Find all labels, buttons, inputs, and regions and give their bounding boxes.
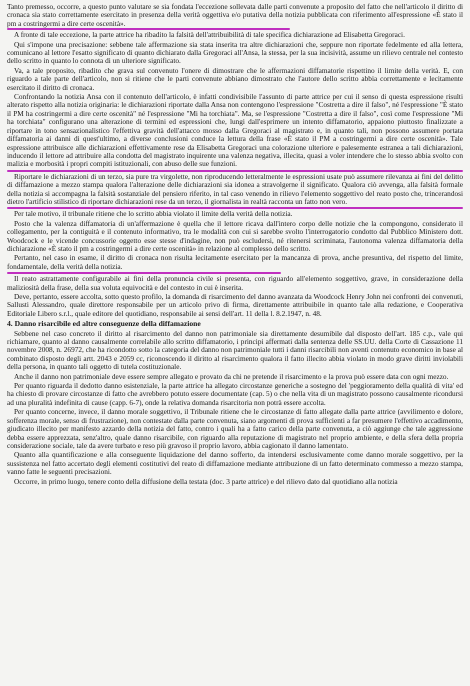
paragraph: Occorre, in primo luogo, tenere conto della diffusione della testata (doc. 3 parte attrice) e del rilievo dato dal quotidiano alla notizia <box>14 476 398 486</box>
paragraph: Per quanto riguarda il dedotto danno esistenziale, la parte attrice ha allegato circostanze generiche a sostegno del 'peggioramento della qualità di vita' ed ha chiesto di provare circostanze di fatto che avrebbero potuto essere documentate (cap. 5) o che nella vita di un magistrato possono causalmente ricondursi ad una pluralità indefinita di cause (capp. 6-7), onde la relativa domanda risarcitoria non potrà essere accolta. <box>7 381 463 407</box>
paragraph: Riportare le dichiarazioni di un terzo, sia pure tra virgolette, non riproducendo letteralmente le espressioni usate può assumere rilevanza ai fini del delitto di diffamazione a mezzo stampa qualora l'alterazione delle dichiarazioni sia idonea a stravolgerne il significato. Qualora ciò avvenga, alla falsità formale della notizia si accompagna la falsità sostanziale del pensiero riferito, in tal caso venendo in rilievo l'elemento soggettivo del reato posto che, trincerandosi dietro l'artificio stilistico di riportare dichiarazioni rese da un terzo, il giornalista in realtà racconta un fatto non vero. <box>7 171 463 206</box>
paragraph: Tanto premesso, occorre, a questo punto valutare se sia fondata l'eccezione sollevata dalle parti convenute a proposito del fatto che nell'articolo il diritto di cronaca sia stato correttamente esercitato in presenza della verità oggettiva e/o putativa della notizia pubblicata con riferimento all'espressione «È stato il pm a costringermi a dire certe oscenità». <box>7 2 463 28</box>
paragraph: Per tale motivo, il tribunale ritiene che lo scritto abbia violato il limite della verità della notizia. <box>14 209 293 219</box>
paragraph: Confrontando la notizia Ansa con il contenuto dell'articolo, è infatti condivisibile l'assunto di parte attrice per cui il senso di questa espressione risulti alterato rispetto alla notizia originaria: le dichiarazioni riportate dalla Ansa non contengono l'espressione "Costretta a dire il falso", né l'espressione "È stato il PM ha costringermi a dire certe oscenità" né l'espressione "Mi ha torchiata". Ma, se l'espressione "Costretta a dire il falso", così come l'espressione "Mi ha torchiata" configurano una alterazione di termini ed espressioni che, lungi dall'esprimere un intento diffamatorio, appaiono piuttosto finalizzate a riportare in tono sensazionalistico l'effettiva gravità dell'attacco mosso dalla Gregoraci al magistrato e, in quanto tali, non possono assumere portata diffamatoria ai danni di quest'ultimo, a diverse conclusioni conduce la lettura della frase «È stato il PM a costringermi a dire certe oscenità». Tale espressione attribuisce alle dichiarazioni effettivamente rese da Elisabetta Gregoraci una colorazione ulteriore e palesemente estranea a tali dichiarazioni, inducendo il lettore ad attribuire alla condotta del magistrato inquirente una valenza negativa, illecita, quasi a voler intendere che lo stesso abbia svolto con malizia e morbosità i propri compiti istituzionali, con abuso delle sue funzioni. <box>7 92 463 169</box>
paragraph: Anche il danno non patrimoniale deve essere sempre allegato e provato da chi ne pretende il risarcimento e la prova può essere data con ogni mezzo. <box>14 371 449 381</box>
paragraph: A fronte di tale eccezione, la parte attrice ha ribadito la falsità dell'attribuibilità di tale specifica dichiarazione ad Elisabetta Gregoraci. <box>14 30 405 40</box>
paragraph: Il reato astrattamente configurabile ai fini della pronuncia civile si presenta, con riguardo all'elemento soggettivo, grave, in considerazione della maliziosità della frase, della sua voluta equivocità e del contesto in cui è inserita. <box>7 274 463 292</box>
paragraph: Per quanto concerne, invece, il danno morale soggettivo, il Tribunale ritiene che le circostanze di fatto allegate dalla parte attrice (avvilimento e dolore, sofferenza morale, senso di frustrazione), non contestate dalla parte convenuta, siano argomenti di prova sufficienti a far presumere l'effettivo accadimento, giudicato illecito per manifesto azzardo della notizia del fatto, contro i quali ha a fatto carico della parte convenuta, a ciò aggiunge che tale aggressione debba essere apprezzata, senz'altro, quale danno risarcibile, con riguardo alla reputazione di magistrato nel proprio ambiente, e della sfera della propria considerazione sociale, tale da avere turbato e reso più gravoso il proprio lavoro, abbia cagionato il danno lamentato. <box>7 407 463 450</box>
paragraph: Quanto alla quantificazione e alla conseguente liquidazione del danno sofferto, da intendersi esclusivamente come danno morale soggettivo, per la sussistenza nel fatto accertato degli elementi costitutivi del reato di diffamazione mediante attribuzione di un fatto determinato commesso a mezzo stampa, vanno fatte le seguenti precisazioni. <box>7 450 463 477</box>
section-heading: 4. Danno risarcibile ed altre conseguenze della diffamazione <box>7 319 201 329</box>
paragraph: Va, a tale proposito, ribadito che grava sul convenuto l'onere di dimostrare che le affermazioni diffamatorie rispettino il limite della verità. E, con riguardo a tale parte dell'articolo, non si ritiene che le parti convenute abbiano dimostrato che l'autore dello scritto abbia correttamente e lecitamente esercitato il diritto di cronaca. <box>7 65 463 92</box>
paragraph: Qui s'impone una precisazione: sebbene tale affermazione sia stata inserita tra altre dichiarazioni che, seppure non riportate fedelmente ed alla lettera, comunicano al lettore l'esatto significato di quanto dichiarato dalla Gregoraci all'Ansa, la stessa, per la sua incisività, assume un rilievo centrale nel contesto dello scritto in quanto lo connota di un ulteriore significato. <box>7 39 463 66</box>
paragraph: Posto che la valenza diffamatoria di un'affermazione è quella che il lettore ricava dall'intero corpo delle notizie che la compongono, considerato il collegamento, per la contiguità e il contenuto informativo, tra le modalità con cui si sarebbe svolto l'interrogatorio condotto dal Pubblico Ministero dott. Woodcock e le vicende concussorie oggetto esse stesse d'indagine, non può escludersi, né ritenersi scriminata, l'autonoma valenza diffamatoria della dichiarazione «È stato il pm a costringermi a dire certe oscenità» in relazione al complesso dello scritto. <box>7 218 463 253</box>
paragraph: Deve, pertanto, essere accolta, sotto questo profilo, la domanda di risarcimento del danno avanzata da Woodcock Henry John nei confronti dei convenuti, Sallusti Alessandro, quale direttore responsabile per un articolo privo di firma, direttamente attribuibile in quanto tale alla redazione, e Cooperativa Editoriale Libero s.r.l., quale editore del quotidiano, responsabile ai sensi dell'art. 11 della l. 8.2.1947, n. 48. <box>7 292 463 318</box>
paragraph: Pertanto, nel caso in esame, il diritto di cronaca non risulta lecitamente esercitato per la mancanza di prova, anche presuntiva, del rispetto del limite, fondamentale, della verità della notizia. <box>7 253 463 271</box>
paragraph: Sebbene nel caso concreto il diritto al risarcimento del danno non patrimoniale sia direttamente desumibile dal disposto dell'art. 185 c.p., vale qui richiamare, quanto al danno causalmente correlabile allo scritto diffamatorio, i principi affermati dalla sentenza delle SS.UU. della Corte di Cassazione 11 novembre 2008, n. 26972, che ha ricondotto sotto la categoria del danno non patrimoniale tutti i danni risarcibili non aventi contenuto economico in base al combinato disposto degli artt. 2043 e 2059 cc, riconoscendo il diritto al risarcimento qualora il fatto illecito abbia violato in modo grave diritti inviolabili della persona, in quanto tali oggetto di tutela costituzionale. <box>7 328 463 372</box>
